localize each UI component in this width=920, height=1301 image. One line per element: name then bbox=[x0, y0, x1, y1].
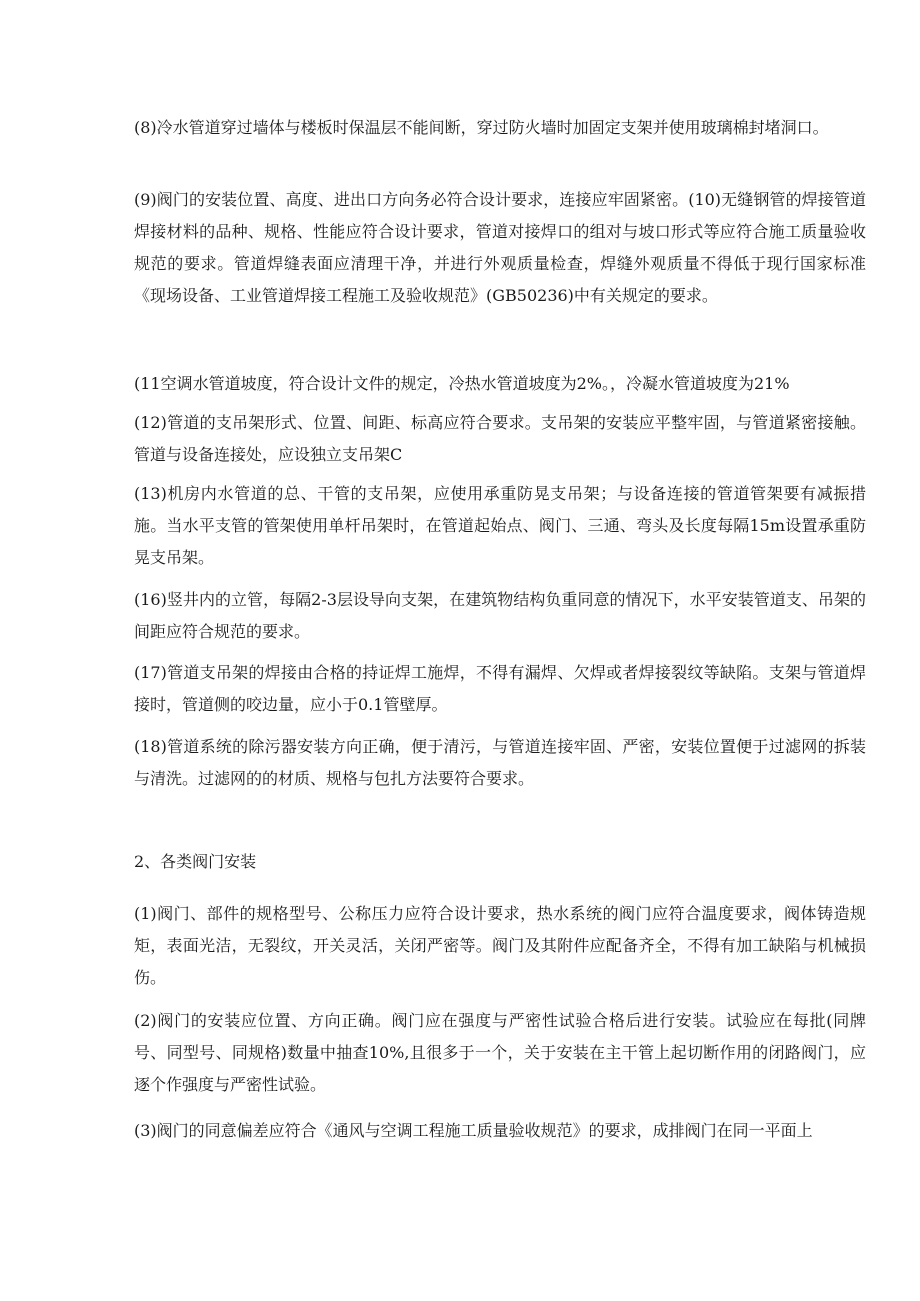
section-paragraph-3: (3)阀门的同意偏差应符合《通风与空调工程施工质量验收规范》的要求，成排阀门在同一平面上 bbox=[134, 1121, 813, 1140]
paragraph-item-18: (18)管道系统的除污器安装方向正确，便于清污，与管道连接牢固、严密，安装位置便于过滤网的拆装与清洗。过滤网的的材质、规格与包扎方法要符合要求。 bbox=[134, 737, 866, 788]
paragraph-item-16: (16)竖井内的立管，每隔2-3层设导向支架，在建筑物结构负重同意的情况下，水平安装管道支、吊架的间距应符合规范的要求。 bbox=[134, 590, 866, 641]
section-paragraph-1: (1)阀门、部件的规格型号、公称压力应符合设计要求，热水系统的阀门应符合温度要求，阀体铸造规矩，表面光洁，无裂纹，开关灵活，关闭严密等。阀门及其附件应配备齐全，不得有加工缺陷与机械损伤。 bbox=[134, 904, 866, 987]
paragraph-item-13: (13)机房内水管道的总、干管的支吊架，应使用承重防晃支吊架；与设备连接的管道管架要有减振措施。当水平支管的管架使用单杆吊架时，在管道起始点、阀门、三通、弯头及长度每隔15m设置承重防晃支吊架。 bbox=[134, 484, 866, 567]
paragraph-item-11: (11空调水管道坡度，符合设计文件的规定，冷热水管道坡度为2%。，冷凝水管道坡度为21% bbox=[134, 374, 790, 393]
section-paragraph-2: (2)阀门的安装应位置、方向正确。阀门应在强度与严密性试验合格后进行安装。试验应在每批(同牌号、同型号、同规格)数量中抽查10%,且很多于一个，关于安装在主干管上起切断作用的闭路阀门，应逐个作强度与严密性试验。 bbox=[134, 1011, 866, 1094]
paragraph-item-8: (8)冷水管道穿过墙体与楼板时保温层不能间断，穿过防火墙时加固定支架并使用玻璃棉封堵洞口。 bbox=[134, 118, 829, 137]
section-heading: 2、各类阀门安装 bbox=[134, 852, 257, 871]
paragraph-item-12: (12)管道的支吊架形式、位置、间距、标高应符合要求。支吊架的安装应平整牢固，与管道紧密接触。管道与设备连接处，应设独立支吊架C bbox=[134, 413, 866, 464]
paragraph-item-9-10: (9)阀门的安装位置、高度、进出口方向务必符合设计要求，连接应牢固紧密。(10)无缝钢管的焊接管道焊接材料的品种、规格、性能应符合设计要求，管道对接焊口的组对与坡口形式等应符合施工质量验收规范的要求。管道焊缝表面应清理干净，并进行外观质量检查，焊缝外观质量不得低于现行国家标准《现场设备、工业管道焊接工程施工及验收规范》(GB50236)中有关规定的要求。 bbox=[134, 190, 866, 305]
paragraph-item-17: (17)管道支吊架的焊接由合格的持证焊工施焊，不得有漏焊、欠焊或者焊接裂纹等缺陷。支架与管道焊接时，管道侧的咬边量，应小于0.1管壁厚。 bbox=[134, 663, 866, 714]
